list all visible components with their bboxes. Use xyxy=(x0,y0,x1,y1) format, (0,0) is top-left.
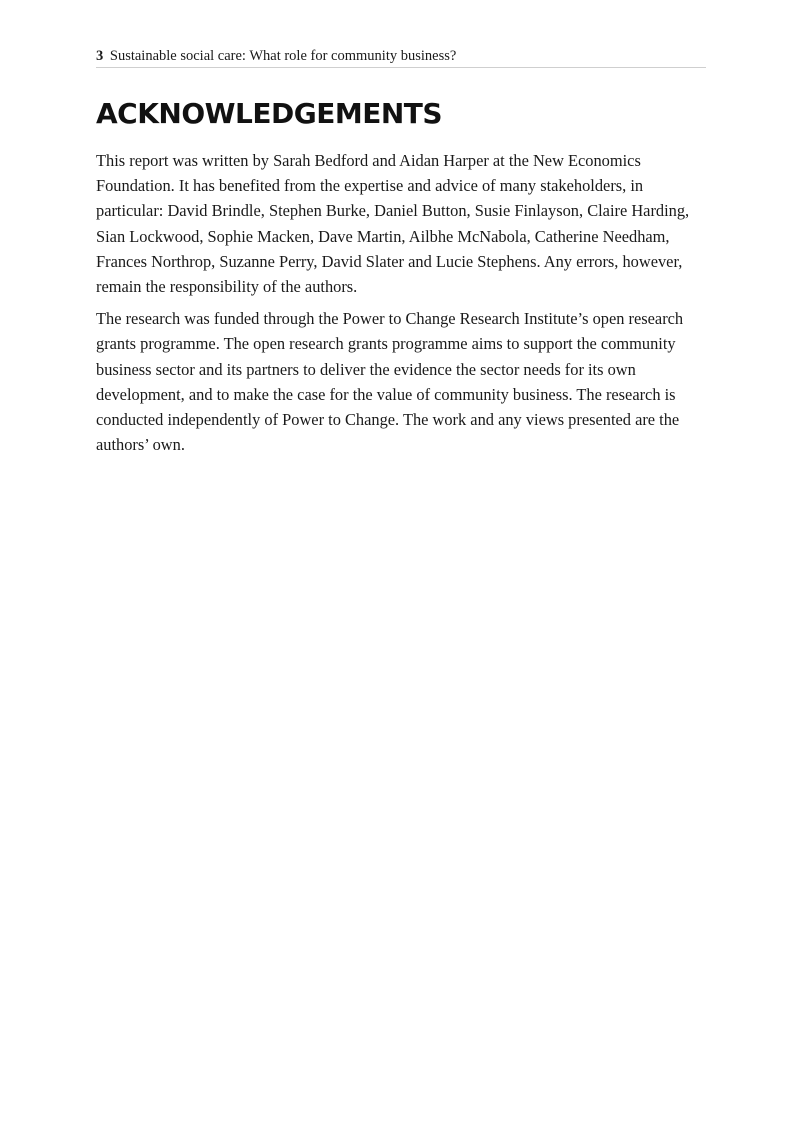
page-title: ACKNOWLEDGEMENTS xyxy=(96,97,443,130)
page-number: 3 xyxy=(96,48,104,64)
paragraph-authors: This report was written by Sarah Bedford and Aidan Harper at the New Economics Foundation. It has benefited from the expertise and advice of many stakeholders, in particular: David Brindle, Stephen Burke, Daniel Button, Susie Finlayson, Claire Harding, Sian Lockwood, Sophie Macken, Dave Martin, Ailbhe McNabola, Catherine Needham, Frances Northrop, Suzanne Perry, David Slater and Lucie Stephens. Any errors, however, remain the responsibility of the authors. xyxy=(96,151,690,297)
running-header xyxy=(96,47,706,68)
running-header-title: Sustainable social care: What role for community business? xyxy=(109,48,457,64)
paragraph-funding: The research was funded through the Power to Change Research Institute’s open research grants programme. The open research grants programme aims to support the community business sector and its partners to deliver the evidence the sector needs for its own development, and to make the case for the value of community business. The research is conducted independently of Power to Change. The work and any views presented are the authors’ own. xyxy=(96,309,684,455)
body-text xyxy=(96,148,706,464)
